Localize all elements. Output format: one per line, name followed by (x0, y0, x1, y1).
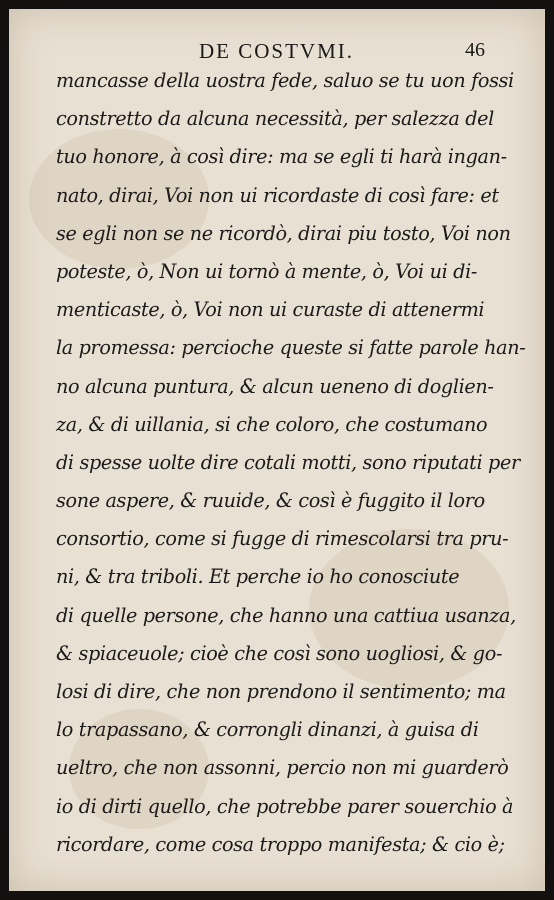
text-line: ni, & tra triboli. Et perche io ho conosciute (56, 565, 460, 589)
text-line: losi di dire, che non prendono il sentimento; ma (56, 680, 506, 703)
text-line: mancasse della uostra fede, saluo se tu uon fossi (56, 69, 514, 92)
book-page (9, 9, 545, 891)
text-line: di spesse uolte dire cotali motti, sono riputati per (56, 450, 520, 474)
text-line: menticaste, ò, Voi non ui curaste di attenermi (56, 298, 485, 322)
text-line: sone aspere, & ruuide, & così è fuggito il loro (56, 489, 485, 513)
body-text (56, 62, 526, 864)
text-line: lo trapassano, & corrongli dinanzi, à guisa di (56, 718, 479, 742)
text-line: za, & di uillania, si che coloro, che costumano (56, 412, 488, 436)
running-title: DE COSTVMI. (199, 39, 355, 63)
text-line: ueltro, che non assonni, percio non mi guarderò (56, 756, 509, 780)
text-line: se egli non se ne ricordò, dirai piu tosto, Voi non (56, 221, 511, 245)
text-line: la promessa: percioche queste si fatte parole han- (56, 336, 526, 360)
text-line: di quelle persone, che hanno una cattiua usanza, (56, 603, 516, 627)
text-line: consortio, come si fugge di rimescolarsi tra pru- (56, 527, 509, 551)
text-line: constretto da alcuna necessità, per salezza del (56, 107, 494, 131)
text-line: & spiaceuole; cioè che così sono uogliosi, & go- (56, 641, 503, 665)
page-number: 46 (465, 39, 485, 61)
text-line: poteste, ò, Non ui tornò à mente, ò, Voi ui di- (56, 259, 477, 283)
text-line: ricordare, come cosa troppo manifesta; & cio è; (56, 832, 505, 856)
text-line: io di dirti quello, che potrebbe parer souerchio à (56, 794, 514, 818)
text-line: tuo honore, à così dire: ma se egli ti harà ingan- (56, 145, 507, 169)
text-line: no alcuna puntura, & alcun ueneno di doglien- (56, 374, 494, 398)
text-line: nato, dirai, Voi non ui ricordaste di così fare: et (56, 183, 499, 207)
